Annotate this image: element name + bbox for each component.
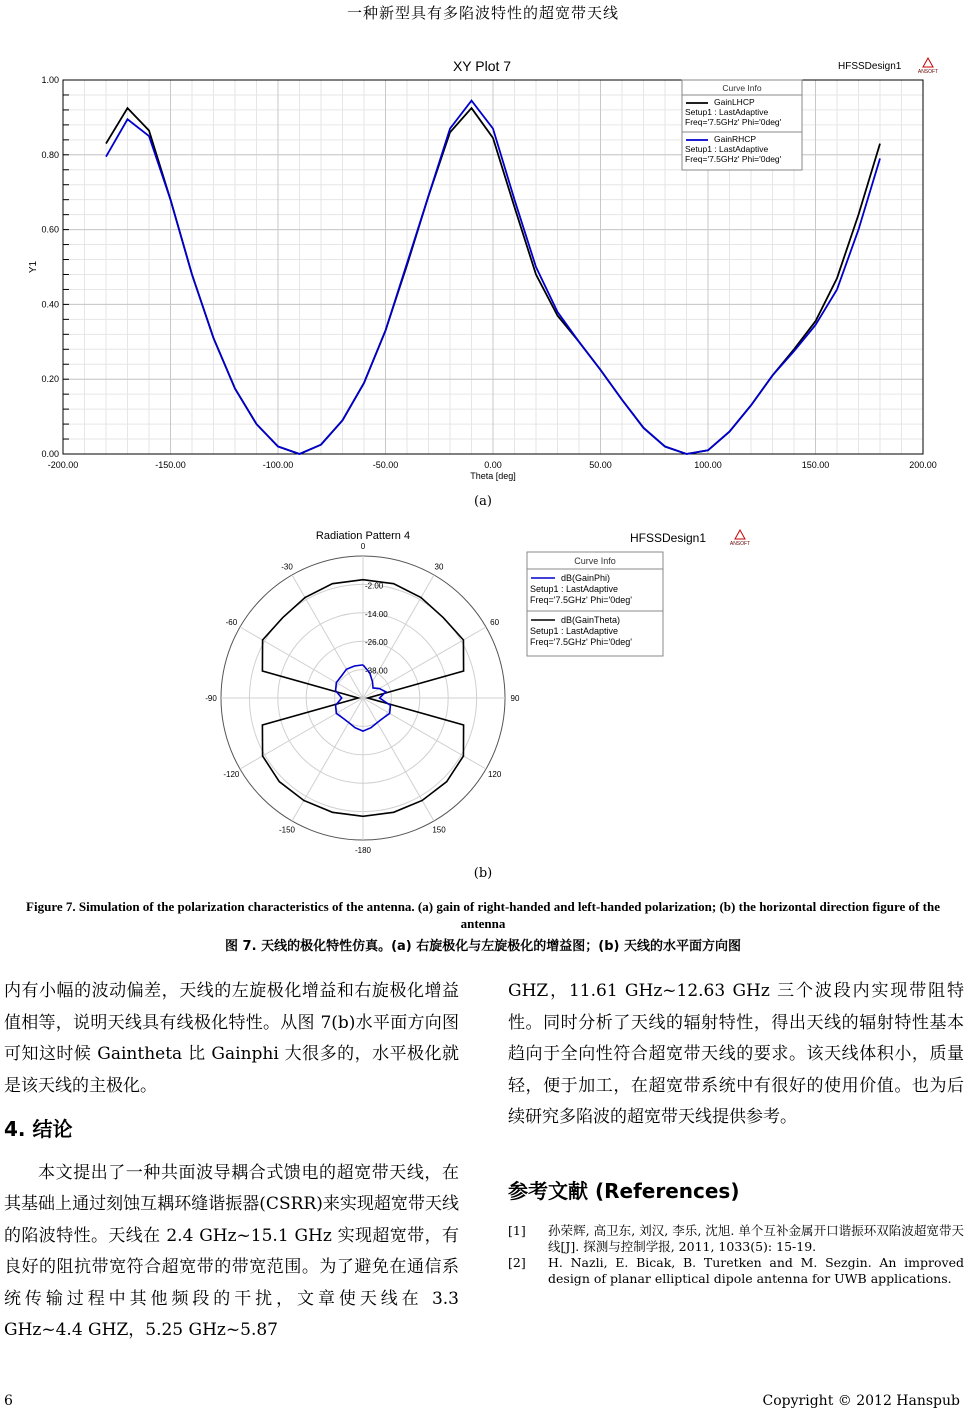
angle-tick-label: -120 xyxy=(223,770,240,779)
angle-tick-label: 30 xyxy=(434,562,444,572)
copyright: Copyright © 2012 Hanspub xyxy=(762,1393,960,1409)
x-axis-label: Theta [deg] xyxy=(470,471,516,481)
x-tick-label: -100.00 xyxy=(262,460,294,470)
angle-tick-label: -60 xyxy=(225,618,238,627)
angle-tick-label: 90 xyxy=(510,694,520,703)
reference-item: [2] H. Nazli, E. Bicak, B. Turetken and M. Sezgin. An improved design of planar elliptical dipole antenna for UWB applications. xyxy=(508,1255,964,1286)
chart-title: XY Plot 7 xyxy=(452,58,512,74)
design-name: HFSSDesign1 xyxy=(630,531,707,545)
radial-tick-label: -2.00 xyxy=(365,581,384,591)
design-name: HFSSDesign1 xyxy=(838,61,902,72)
svg-text:ANSOFT: ANSOFT xyxy=(729,541,751,547)
x-tick-label: 100.00 xyxy=(694,460,722,470)
figure-caption-en: Figure 7. Simulation of the polarization characteristics of the antenna. (a) gain of right-handed and left-handed polarization; (b) the horizontal direction figure of the antenna xyxy=(26,899,940,931)
radial-tick-label: -14.00 xyxy=(365,609,388,619)
x-tick-label: -50.00 xyxy=(372,460,399,470)
legend-setup: Setup1 : LastAdaptive xyxy=(685,144,769,154)
x-tick-label: 150.00 xyxy=(801,460,830,470)
angle-tick-label: 150 xyxy=(432,825,446,835)
x-tick-label: -150.00 xyxy=(155,460,186,470)
legend-entry: dB(GainPhi) xyxy=(561,573,611,583)
paragraph: GHZ，11.61 GHz~12.63 GHz 三个波段内实现带阻特性。同时分析了天线的辐射特性，得出天线的辐射特性基本趋向于全向性符合超宽带天线的要求。该天线体积小，质量轻，便于加工，在超宽带系统中有很好的使用价值。也为后续研究多陷波的超宽带天线提供参考。 xyxy=(508,981,964,1127)
y-tick-label: 0.20 xyxy=(41,374,59,385)
right-column xyxy=(508,976,964,1287)
chart-title: Radiation Pattern 4 xyxy=(315,530,411,542)
angle-tick-label: 0 xyxy=(360,542,366,551)
paragraph: 本文提出了一种共面波导耦合式馈电的超宽带天线，在其基础上通过刻蚀互耦环缝谐振器(CSRR)来实现超宽带天线的陷波特性。天线在 2.4 GHz~15.1 GHz 实现超宽带，有良好的阻抗带宽符合超宽带的带宽范围。为了避免在通信系统传输过程中其他频段的干扰，文章使天线在 3.3 GHz~4.4 GHZ，5.25 GHz~5.87 xyxy=(4,1162,459,1340)
x-tick-label: -200.00 xyxy=(47,460,79,470)
radial-tick-label: -26.00 xyxy=(365,638,388,648)
legend-header: Curve Info xyxy=(722,83,762,93)
x-tick-label: 0.00 xyxy=(484,460,502,470)
angle-tick-label: -30 xyxy=(281,562,293,572)
figure-a-label: (a) xyxy=(474,494,492,509)
legend-setup: Setup1 : LastAdaptive xyxy=(530,584,619,594)
ansoft-logo xyxy=(730,530,750,547)
page-number: 6 xyxy=(4,1393,13,1409)
y-tick-label: 1.00 xyxy=(41,75,59,85)
legend-freq: Freq='7.5GHz' Phi='0deg' xyxy=(685,154,782,164)
y-tick-label: 0.00 xyxy=(41,449,59,459)
angle-tick-label: -150 xyxy=(278,825,296,835)
angle-tick-label: 120 xyxy=(487,770,502,779)
y-axis-label: Y1 xyxy=(28,260,39,274)
legend-freq: Freq='7.5GHz' Phi='0deg' xyxy=(530,637,632,647)
legend-setup: Setup1 : LastAdaptive xyxy=(530,626,619,636)
x-tick-label: 50.00 xyxy=(589,460,612,470)
svg-text:ANSOFT: ANSOFT xyxy=(917,69,939,75)
legend-setup: Setup1 : LastAdaptive xyxy=(685,107,769,117)
section-heading: 4. 结论 xyxy=(4,1117,73,1141)
legend-entry: GainLHCP xyxy=(714,97,755,107)
angle-tick-label: -180 xyxy=(354,846,372,855)
radiation-pattern-chart xyxy=(190,522,780,862)
left-column xyxy=(4,976,459,1347)
y-tick-label: 0.40 xyxy=(41,299,59,310)
legend-freq: Freq='7.5GHz' Phi='0deg' xyxy=(685,117,782,127)
legend-entry: dB(GainTheta) xyxy=(561,615,621,625)
x-tick-label: 200.00 xyxy=(909,460,937,470)
angle-tick-label: -90 xyxy=(205,694,217,703)
xy-plot-chart xyxy=(20,50,950,490)
references-heading: 参考文献 (References) xyxy=(508,1178,740,1203)
figure-b-label: (b) xyxy=(473,866,493,881)
radial-tick-label: -38.00 xyxy=(365,666,388,676)
paragraph: 内有小幅的波动偏差，天线的左旋极化增益和右旋极化增益值相等，说明天线具有线极化特性。从图 7(b)水平面方向图可知这时候 Gaintheta 比 Gainphi 大很多的，水平极化就是该天线的主极化。 xyxy=(4,981,459,1096)
figure-caption-zh: 图 7. 天线的极化特性仿真。(a) 右旋极化与左旋极化的增益图；(b) 天线的水平面方向图 xyxy=(225,939,741,954)
legend-header: Curve Info xyxy=(574,556,616,566)
legend-entry: GainRHCP xyxy=(714,134,757,144)
y-tick-label: 0.60 xyxy=(41,224,59,235)
y-tick-label: 0.80 xyxy=(41,149,59,160)
reference-item: [1] 孙荣辉, 高卫东, 刘汉, 李乐, 沈旭. 单个互补金属开口谐振环双陷波超宽带天线[J]. 探测与控制学报, 2011, 1033(5): 15-19. xyxy=(508,1223,964,1254)
running-header: 一种新型具有多陷波特性的超宽带天线 xyxy=(346,4,619,22)
angle-tick-label: 60 xyxy=(490,618,500,627)
legend-freq: Freq='7.5GHz' Phi='0deg' xyxy=(530,595,632,605)
